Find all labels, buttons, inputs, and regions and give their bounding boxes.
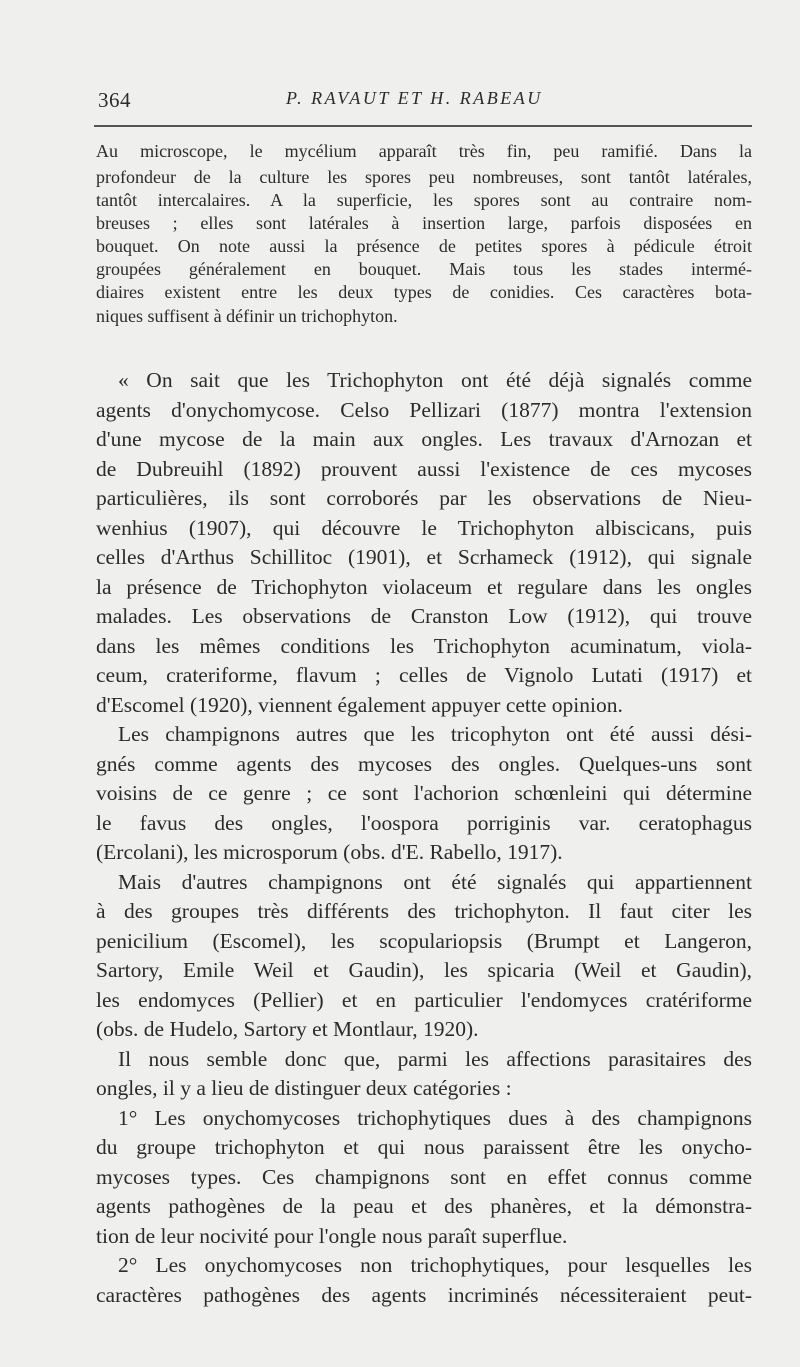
text-line: Au microscope, le mycélium apparaît très fin, peu ramifié. Dans la [96,141,752,161]
text-line: « On sait que les Trichophyton ont été déjà signalés comme [118,368,752,392]
text-line: groupées généralement en bouquet. Mais tous les stades intermé- [96,259,752,279]
text-line: Mais d'autres champignons ont été signalés qui appartiennent [118,870,752,894]
text-line: wenhius (1907), qui découvre le Trichophyton albiscicans, puis [96,516,752,540]
page-number: 364 [98,88,131,112]
text-line: d'Escomel (1920), viennent également appuyer cette opinion. [96,693,623,717]
text-line: malades. Les observations de Cranston Low (1912), qui trouve [96,604,752,628]
text-line: breuses ; elles sont latérales à insertion large, parfois disposées en [96,213,752,233]
text-line: agents d'onychomycose. Celso Pellizari (1877) montra l'extension [96,398,752,422]
text-line: du groupe trichophyton et qui nous paraissent être les onycho- [96,1135,752,1159]
text-line: particulières, ils sont corroborés par les observations de Nieu- [96,486,752,510]
text-line: agents pathogènes de la peau et des phanères, et la démonstra- [96,1194,752,1218]
text-line: niques suffisent à définir un trichophyton. [96,306,398,326]
text-line: profondeur de la culture les spores peu nombreuses, sont tantôt latérales, [96,167,752,187]
text-line: celles d'Arthus Schillitoc (1901), et Scrhameck (1912), qui signale [96,545,752,569]
text-line: mycoses types. Ces champignons sont en effet connus comme [96,1165,752,1189]
text-line: penicilium (Escomel), les scopulariopsis (Brumpt et Langeron, [96,929,752,953]
text-line: à des groupes très différents des trichophyton. Il faut citer les [96,899,752,923]
text-line: 2° Les onychomycoses non trichophytiques, pour lesquelles les [118,1253,752,1277]
text-line: dans les mêmes conditions les Trichophyton acuminatum, viola- [96,634,752,658]
text-line: (Ercolani), les microsporum (obs. d'E. Rabello, 1917). [96,840,563,864]
text-line: (obs. de Hudelo, Sartory et Montlaur, 1920). [96,1017,479,1041]
text-line: le favus des ongles, l'oospora porriginis var. ceratophagus [96,811,752,835]
text-line: caractères pathogènes des agents incriminés nécessiteraient peut- [96,1283,752,1307]
text-line: Sartory, Emile Weil et Gaudin), les spicaria (Weil et Gaudin), [96,958,752,982]
text-line: de Dubreuihl (1892) prouvent aussi l'existence de ces mycoses [96,457,752,481]
running-title: P. RAVAUT ET H. RABEAU [286,88,543,108]
text-line: tion de leur nocivité pour l'ongle nous paraît superflue. [96,1224,568,1248]
text-line: gnés comme agents des mycoses des ongles. Quelques-uns sont [96,752,752,776]
text-line: Il nous semble donc que, parmi les affections parasitaires des [118,1047,752,1071]
text-line: d'une mycose de la main aux ongles. Les travaux d'Arnozan et [96,427,752,451]
text-line: Les champignons autres que les tricophyton ont été aussi dési- [118,722,752,746]
text-line: ongles, il y a lieu de distinguer deux catégories : [96,1076,512,1100]
text-line: bouquet. On note aussi la présence de petites spores à pédicule étroit [96,236,752,256]
text-line: les endomyces (Pellier) et en particulier l'endomyces cratériforme [96,988,752,1012]
page-header [94,88,752,118]
text-line: 1° Les onychomycoses trichophytiques dues à des champignons [118,1106,752,1130]
text-line: diaires existent entre les deux types de conidies. Ces caractères bota- [96,282,752,302]
text-line: la présence de Trichophyton violaceum et regulare dans les ongles [96,575,752,599]
text-line: tantôt intercalaires. A la superficie, les spores sont au contraire nom- [96,190,752,210]
text-line: voisins de ce genre ; ce sont l'achorion schœnleini qui détermine [96,781,752,805]
header-rule [94,125,752,127]
text-line: ceum, crateriforme, flavum ; celles de Vignolo Lutati (1917) et [96,663,752,687]
